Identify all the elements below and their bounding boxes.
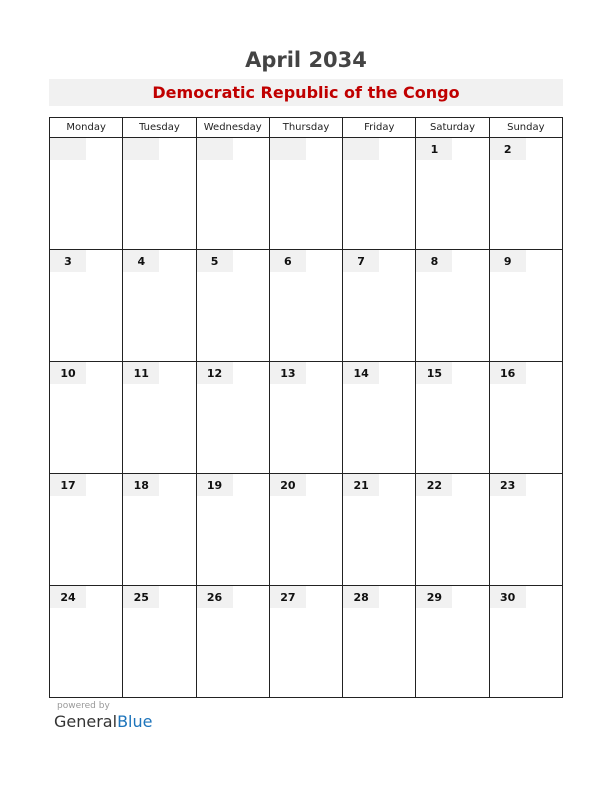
day-cell xyxy=(343,250,416,362)
day-cell xyxy=(416,362,489,474)
day-number: 4 xyxy=(123,250,159,272)
day-cell xyxy=(489,250,562,362)
day-number: 19 xyxy=(197,474,233,496)
day-number: 17 xyxy=(50,474,86,496)
powered-by-text: powered by xyxy=(57,701,110,711)
day-cell xyxy=(196,250,269,362)
weekday-monday: Monday xyxy=(50,118,123,138)
day-cell xyxy=(269,362,342,474)
day-number: 20 xyxy=(270,474,306,496)
logo-general-text: General xyxy=(54,712,118,731)
day-number: 16 xyxy=(490,362,526,384)
logo-blue-text: Blue xyxy=(117,712,153,731)
day-cell xyxy=(50,138,123,250)
week-row-2 xyxy=(50,250,563,362)
day-number: 6 xyxy=(270,250,306,272)
day-number: 14 xyxy=(343,362,379,384)
day-number: 15 xyxy=(416,362,452,384)
day-cell xyxy=(269,474,342,586)
day-number: 11 xyxy=(123,362,159,384)
day-number: 26 xyxy=(197,586,233,608)
day-number: 25 xyxy=(123,586,159,608)
weekday-sunday: Sunday xyxy=(489,118,562,138)
country-banner xyxy=(49,79,563,106)
day-cell xyxy=(50,250,123,362)
country-name: Democratic Republic of the Congo xyxy=(152,83,460,102)
day-number xyxy=(50,138,86,160)
day-number: 3 xyxy=(50,250,86,272)
day-cell xyxy=(269,250,342,362)
week-row-3 xyxy=(50,362,563,474)
day-number: 13 xyxy=(270,362,306,384)
day-number xyxy=(197,138,233,160)
weekday-saturday: Saturday xyxy=(416,118,489,138)
day-number: 9 xyxy=(490,250,526,272)
day-number: 22 xyxy=(416,474,452,496)
week-row-1 xyxy=(50,138,563,250)
day-cell xyxy=(416,586,489,698)
day-number: 12 xyxy=(197,362,233,384)
day-cell xyxy=(123,474,196,586)
day-cell xyxy=(343,138,416,250)
day-cell xyxy=(269,138,342,250)
day-number: 5 xyxy=(197,250,233,272)
day-number: 29 xyxy=(416,586,452,608)
weekday-header-row xyxy=(50,118,563,138)
day-cell xyxy=(489,474,562,586)
day-cell xyxy=(196,362,269,474)
calendar-grid xyxy=(49,117,563,698)
weekday-tuesday: Tuesday xyxy=(123,118,196,138)
day-cell xyxy=(343,474,416,586)
day-number: 30 xyxy=(490,586,526,608)
weekday-friday: Friday xyxy=(343,118,416,138)
day-number xyxy=(270,138,306,160)
day-number: 1 xyxy=(416,138,452,160)
day-number xyxy=(343,138,379,160)
day-number: 24 xyxy=(50,586,86,608)
day-number: 28 xyxy=(343,586,379,608)
day-number: 27 xyxy=(270,586,306,608)
day-cell xyxy=(489,586,562,698)
weekday-wednesday: Wednesday xyxy=(196,118,269,138)
day-number xyxy=(123,138,159,160)
day-cell xyxy=(50,474,123,586)
page-title: April 2034 xyxy=(245,48,367,72)
day-number: 8 xyxy=(416,250,452,272)
day-cell xyxy=(489,138,562,250)
day-cell xyxy=(123,362,196,474)
week-row-5 xyxy=(50,586,563,698)
generalblue-logo[interactable] xyxy=(54,712,152,731)
day-cell xyxy=(269,586,342,698)
day-cell xyxy=(196,474,269,586)
day-cell xyxy=(123,250,196,362)
day-number: 7 xyxy=(343,250,379,272)
day-cell xyxy=(123,138,196,250)
day-cell xyxy=(416,474,489,586)
day-number: 2 xyxy=(490,138,526,160)
day-cell xyxy=(343,586,416,698)
day-cell xyxy=(489,362,562,474)
day-cell xyxy=(196,138,269,250)
day-cell xyxy=(343,362,416,474)
day-cell xyxy=(123,586,196,698)
day-cell xyxy=(416,138,489,250)
weekday-thursday: Thursday xyxy=(269,118,342,138)
day-number: 23 xyxy=(490,474,526,496)
day-cell xyxy=(50,586,123,698)
day-cell xyxy=(416,250,489,362)
day-number: 21 xyxy=(343,474,379,496)
day-number: 10 xyxy=(50,362,86,384)
week-row-4 xyxy=(50,474,563,586)
day-number: 18 xyxy=(123,474,159,496)
day-cell xyxy=(196,586,269,698)
day-cell xyxy=(50,362,123,474)
